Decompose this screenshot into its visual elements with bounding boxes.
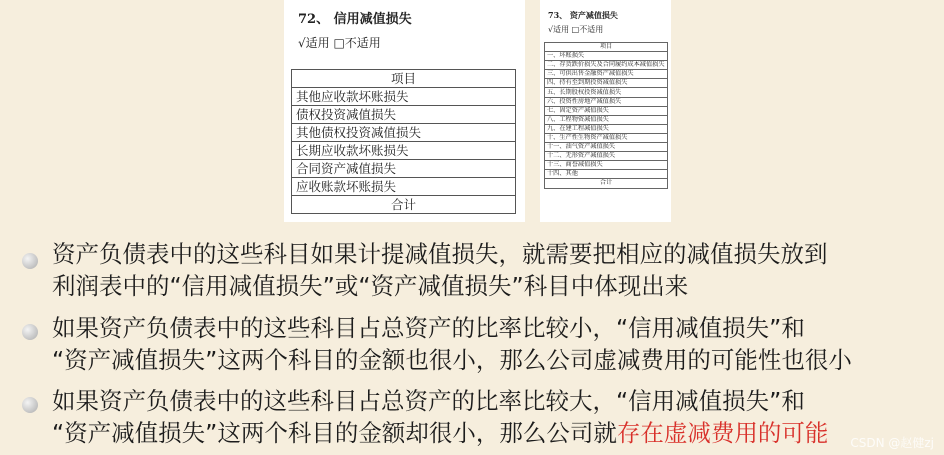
table-row: 九、在建工程减值损失 [545, 124, 668, 133]
table-row: 十、生产性生物资产减值损失 [545, 133, 668, 142]
bullet-dot-icon [22, 397, 38, 413]
applicability-marks: √适用 □不适用 [298, 36, 381, 50]
table-row: 十三、商誉减值损失 [545, 161, 668, 170]
table-header: 项目 [545, 43, 668, 52]
applicability-marks: √适用 □不适用 [548, 25, 604, 34]
table-row: 七、固定资产减值损失 [545, 106, 668, 115]
table-header: 项目 [292, 70, 516, 88]
bullet-dot-icon [22, 253, 38, 269]
table-row: 八、工程物资减值损失 [545, 115, 668, 124]
table-row: 四、持有至到期投资减值损失 [545, 79, 668, 88]
credit-impairment-table [291, 69, 516, 214]
table-row: 二、存货跌价损失及合同履约成本减值损失 [545, 61, 668, 70]
bullet-line [52, 417, 942, 449]
bullet-dot-icon [22, 324, 38, 340]
watermark: CSDN @赵健zj [850, 436, 934, 450]
highlighted-text: 存在虚减费用的可能 [616, 419, 829, 447]
table-total: 合计 [292, 196, 516, 214]
table-row: 三、可供出售金融资产减值损失 [545, 70, 668, 79]
bullet-line: “资产减值损失”这两个科目的金额也很小，那么公司虚减费用的可能性也很小 [52, 346, 852, 374]
table-row: 其他债权投资减值损失 [292, 124, 516, 142]
bullet-line: 如果资产负债表中的这些科目占总资产的比率比较小，“信用减值损失”和 [52, 314, 805, 342]
table-row: 五、长期股权投资减值损失 [545, 88, 668, 97]
bullet-line: 资产负债表中的这些科目如果计提减值损失，就需要把相应的减值损失放到 [52, 240, 828, 268]
table-row: 十四、其他 [545, 170, 668, 179]
table-row: 十二、无形资产减值损失 [545, 152, 668, 161]
bullet-line: 利润表中的“信用减值损失”或“资产减值损失”科目中体现出来 [52, 272, 689, 300]
table-total: 合计 [545, 179, 668, 188]
table-row: 其他应收款坏账损失 [292, 88, 516, 106]
table-row: 长期应收款坏账损失 [292, 142, 516, 160]
table-row: 合同资产减值损失 [292, 160, 516, 178]
table-row: 六、投资性房地产减值损失 [545, 97, 668, 106]
doc-title: 72、 信用减值损失 [298, 12, 412, 27]
table-row: 一、坏账损失 [545, 52, 668, 61]
asset-impairment-document [540, 0, 671, 222]
table-row: 十一、油气资产减值损失 [545, 143, 668, 152]
doc-title: 73、 资产减值损失 [548, 10, 618, 20]
bullet-text: “资产减值损失”这两个科目的金额却很小，那么公司就 [52, 419, 617, 447]
asset-impairment-table [544, 42, 668, 189]
table-row: 应收账款坏账损失 [292, 178, 516, 196]
bullet-line: 如果资产负债表中的这些科目占总资产的比率比较大，“信用减值损失”和 [52, 387, 805, 415]
credit-impairment-document [284, 0, 525, 222]
table-row: 债权投资减值损失 [292, 106, 516, 124]
